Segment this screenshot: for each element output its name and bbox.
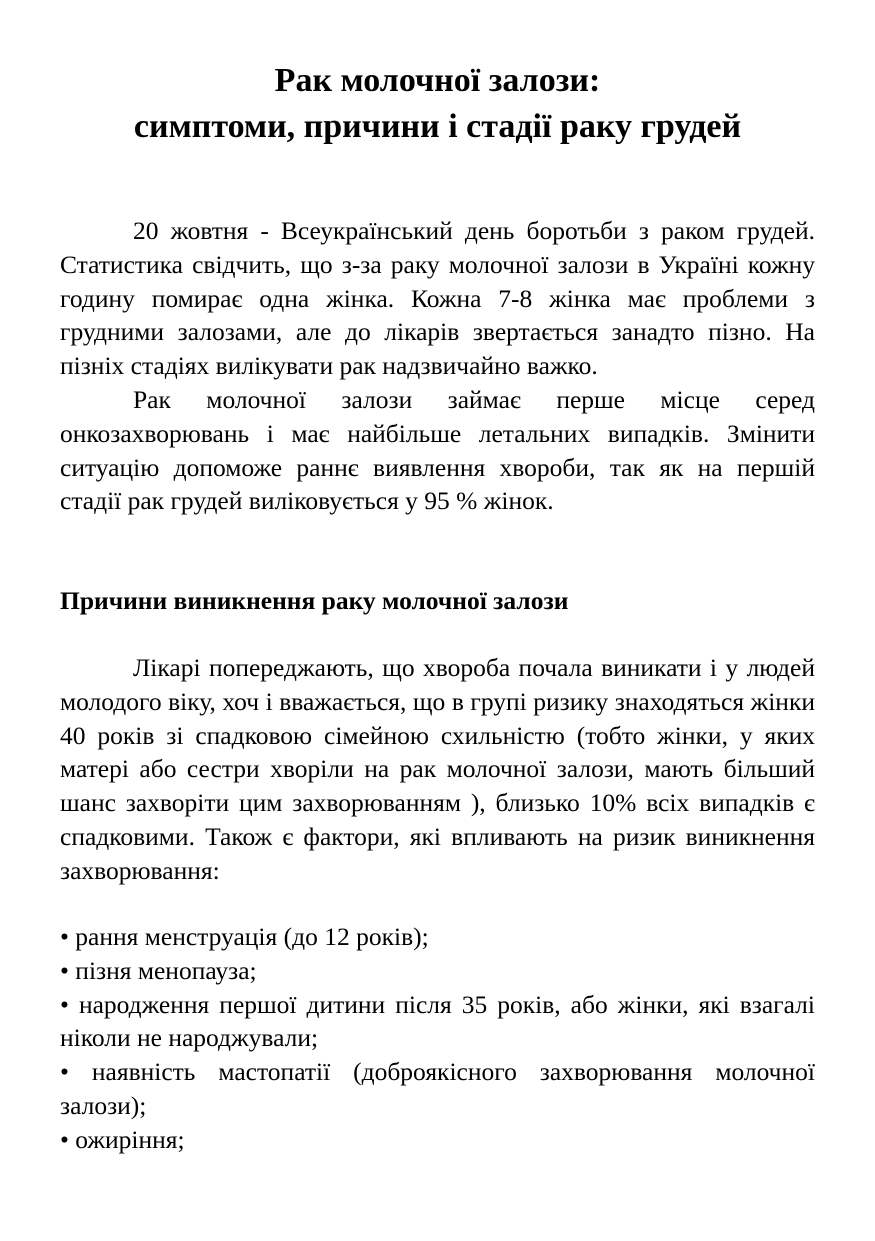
risk-factor-item: • наявність мастопатії (доброякісного захворювання молочної залози);	[60, 1057, 815, 1120]
causes-section	[60, 651, 815, 888]
intro-paragraph-2: Рак молочної залози займає перше місце серед онкозахворювань і має найбільше летальних випадків. Змінити ситуацію допоможе раннє виявлення хвороби, так як на першій стадії рак грудей виліковується у 95 % жінок.	[60, 384, 815, 516]
title-line-1: Рак молочної залози:	[274, 62, 601, 99]
section-heading: Причини виникнення раку молочної залози	[60, 586, 569, 615]
risk-factor-item: • ожиріння;	[60, 1124, 185, 1154]
document-title	[60, 58, 815, 150]
risk-factor-item: • народження першої дитини після 35 років, або жінки, які взагалі ніколи не народжували;	[60, 989, 815, 1053]
risk-factor-item: • пізня менопауза;	[60, 955, 257, 985]
risk-factors-list	[60, 920, 815, 1157]
causes-paragraph: Лікарі попереджають, що хвороба почала виникати і у людей молодого віку, хоч і вважається, що в групі ризику знаходяться жінки 40 років зі спадковою сімейною схильністю (тобто жінки, у яких матері або сестри хворіли на рак молочної залози, мають більший шанс захворіти цим захворюванням ), близько 10% всіх випадків є спадковими. Також є фактори, які впливають на ризик виникнення захворювання:	[60, 653, 815, 885]
intro-paragraph-1: 20 жовтня - Всеукраїнський день боротьби з раком грудей. Статистика свідчить, що з-за раку молочної залози в Україні кожну годину помирає одна жінка. Кожна 7-8 жінка має проблеми з грудними залозами, але до лікарів звертається занадто пізно. На пізніх стадіях вилікувати рак надзвичайно важко.	[60, 216, 815, 381]
risk-factor-item: • рання менструація (до 12 років);	[60, 922, 429, 951]
title-line-2: симптоми, причини і стадії раку грудей	[133, 108, 742, 145]
intro-section	[60, 214, 815, 518]
